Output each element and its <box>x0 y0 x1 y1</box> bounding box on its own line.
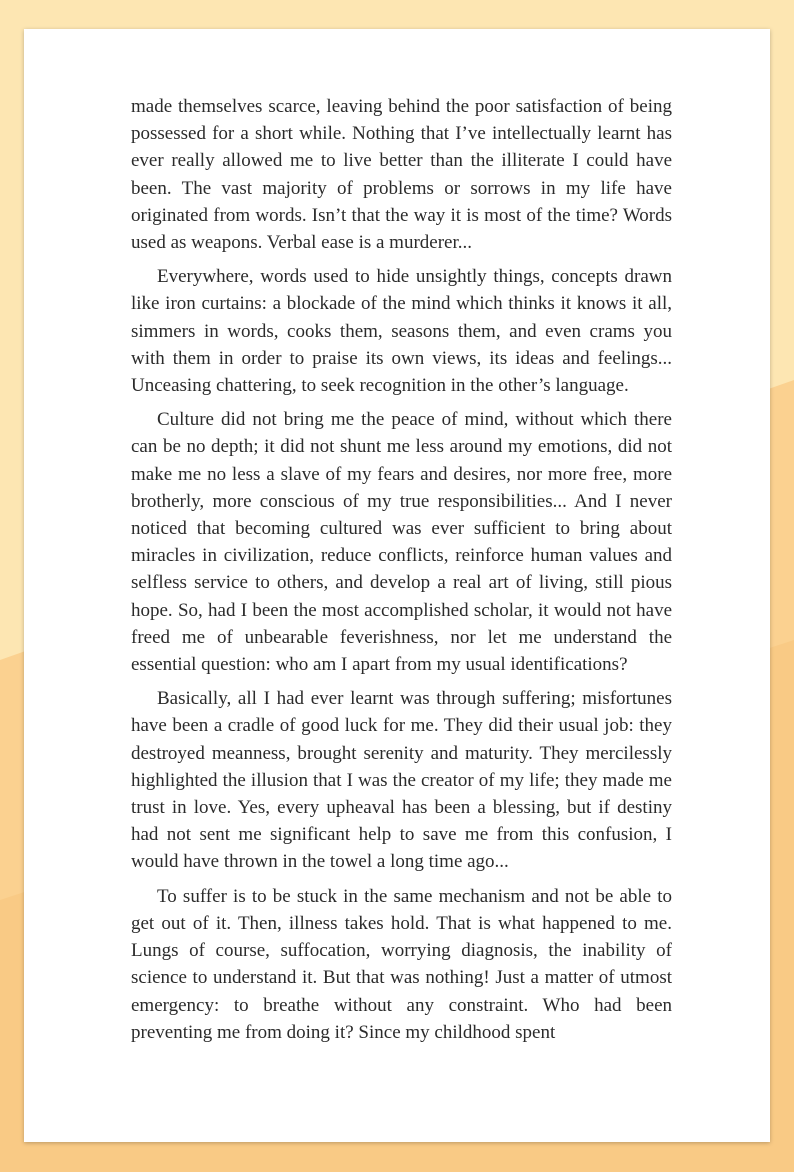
document-page[interactable] <box>24 29 770 1142</box>
paragraph-1: made themselves scarce, leaving behind the poor satisfaction of being possessed for a short while. Nothing that I’ve intellectually learnt has ever really allowed me to live better than the illiterate I could have been. The vast majority of problems or sorrows in my life have originated from words. Isn’t that the way it is most of the time? Words used as weapons. Verbal ease is a murderer... <box>131 96 672 254</box>
paragraph-2: Everywhere, words used to hide unsightly things, concepts drawn like iron curtains: a blockade of the mind which thinks it knows it all, simmers in words, cooks them, seasons them, and even crams you with them in order to praise its own views, its ideas and feelings... Unceasing chattering, to seek recognition in the other’s language. <box>131 266 672 397</box>
paragraph-5: To suffer is to be stuck in the same mechanism and not be able to get out of it. Then, illness takes hold. That is what happened to me. Lungs of course, suffocation, worrying diagnosis, the inability of science to understand it. But that was nothing! Just a matter of utmost emergency: to breathe without any constraint. Who had been preventing me from doing it? Since my childhood spent <box>131 885 672 1043</box>
page-text <box>131 93 672 1053</box>
paragraph-4: Basically, all I had ever learnt was through suffering; misfortunes have been a cradle of good luck for me. They did their usual job: they destroyed meanness, brought serenity and maturity. They mercilessly highlighted the illusion that I was the creator of my life; they made me trust in love. Yes, every upheaval has been a blessing, but if destiny had not sent me significant help to save me from this confusion, I would have thrown in the towel a long time ago... <box>131 688 672 873</box>
paragraph-3: Culture did not bring me the peace of mind, without which there can be no depth; it did not shunt me less around my emotions, did not make me no less a slave of my fears and desires, nor more free, more brotherly, more conscious of my true responsibilities... And I never noticed that becoming cultured was ever sufficient to bring about miracles in civilization, reduce conflicts, reinforce human values and selfless service to others, and develop a real art of living, still pious hope. So, had I been the most accomplished scholar, it would not have freed me of unbearable feverishness, nor let me understand the essential question: who am I apart from my usual identifications? <box>131 409 672 676</box>
